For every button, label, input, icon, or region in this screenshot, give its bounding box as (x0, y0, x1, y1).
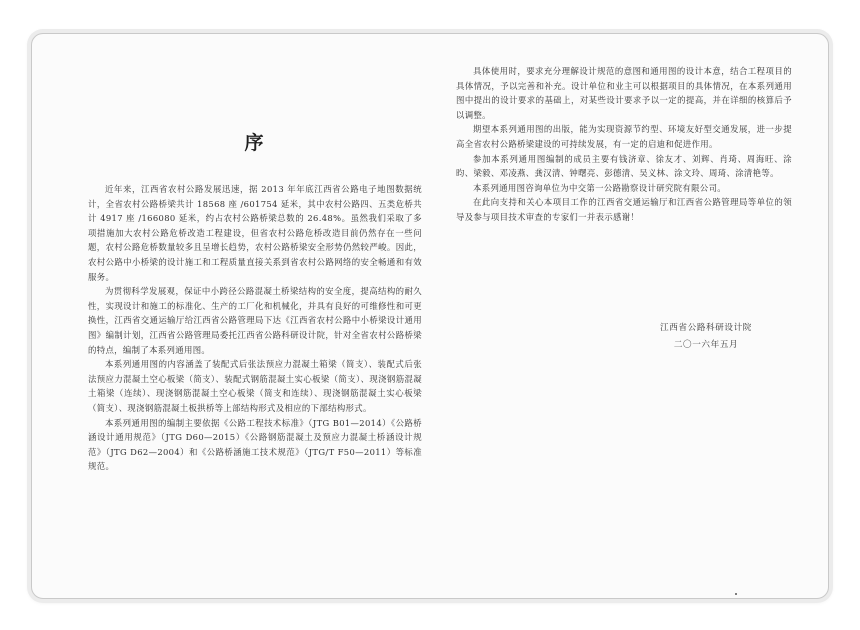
signature-organization: 江西省公路科研设计院 (660, 323, 752, 333)
right-column (456, 34, 792, 598)
paragraph: 近年来，江西省农村公路发展迅速，据 2013 年年底江西省公路电子地图数据统计，全省农村公路桥梁共计 18568 座 /601754 延米，其中农村公路四、五类危桥共计 4917 座 /166080 延米，约占农村公路桥梁总数的 26.48%。虽然我们采取了多项措施加大农村公路危桥改造工程建设，但省农村公路危桥改造目前仍然存在一些问题，农村公路危桥数量较多且呈增长趋势，农村公路桥梁安全形势仍然较严峻。因此，农村公路中小桥梁的设计施工和工程质量直接关系到省农村公路网络的安全畅通和有效服务。 (88, 184, 422, 282)
left-column (88, 34, 422, 598)
paragraph: 具体使用时，要求充分理解设计规范的意图和通用图的设计本意，结合工程项目的具体情况，予以完善和补充。设计单位和业主可以根据项目的具体情况，在本系列通用图中提出的设计要求的基础上，对某些设计要求予以一定的提高，并在详细的核算后予以调整。 (456, 66, 792, 120)
right-body (456, 64, 792, 225)
page-mark (735, 593, 737, 595)
paragraph: 参加本系列通用图编制的成员主要有钱济章、徐友才、刘辉、肖琦、周海旺、涂昀、梁毅、邓凌燕、龚汉清、钟曙亮、彭德清、吴义林、涂文玲、周琦、涂清艳等。 (456, 153, 792, 179)
paragraph: 为贯彻科学发展观，保证中小跨径公路混凝土桥梁结构的安全度，提高结构的耐久性，实现设计和施工的标准化、生产的工厂化和机械化，并具有良好的可维修性和可更换性，江西省交通运输厅给江西省公路管理局下达《江西省农村公路中小桥梁设计通用图》编制计划，江西省公路管理局委托江西省公路科研设计院，针对全省农村公路桥梁的特点，编制了本系列通用图。 (88, 286, 422, 355)
paragraph: 在此向支持和关心本项目工作的江西省交通运输厅和江西省公路管理局等单位的领导及参与项目技术审查的专家们一并表示感谢！ (456, 197, 792, 222)
document-page (31, 33, 829, 599)
paragraph: 本系列通用图的内容涵盖了装配式后张法预应力混凝土箱梁（简支）、装配式后张法预应力混凝土空心板梁（简支）、装配式钢筋混凝土实心板梁（简支）、现浇钢筋混凝土箱梁（连续）、现浇钢筋混凝土空心板梁（简支和连续）、现浇钢筋混凝土实心板梁（简支）、现浇钢筋混凝土板拱桥等上部结构形式及相应的下部结构形式。 (88, 359, 422, 413)
paragraph: 期望本系列通用图的出版，能为实现资源节约型、环境友好型交通发展，进一步提高全省农村公路桥梁建设的可持续发展，有一定的启迪和促进作用。 (456, 124, 792, 149)
signature-date: 二〇一六年五月 (673, 340, 739, 350)
left-body (88, 182, 422, 474)
signature-block (660, 320, 752, 354)
page-title: 序 (244, 132, 266, 154)
paragraph: 本系列通用图的编制主要依据《公路工程技术标准》（JTG B01—2014）《公路桥涵设计通用规范》（JTG D60—2015）《公路钢筋混凝土及预应力混凝土桥涵设计规范》（JTG D62—2004）和《公路桥涵施工技术规范》（JTG/T F50—2011）等标准规范。 (88, 417, 422, 472)
paragraph: 本系列通用图咨询单位为中交第一公路勘察设计研究院有限公司。 (473, 182, 727, 193)
